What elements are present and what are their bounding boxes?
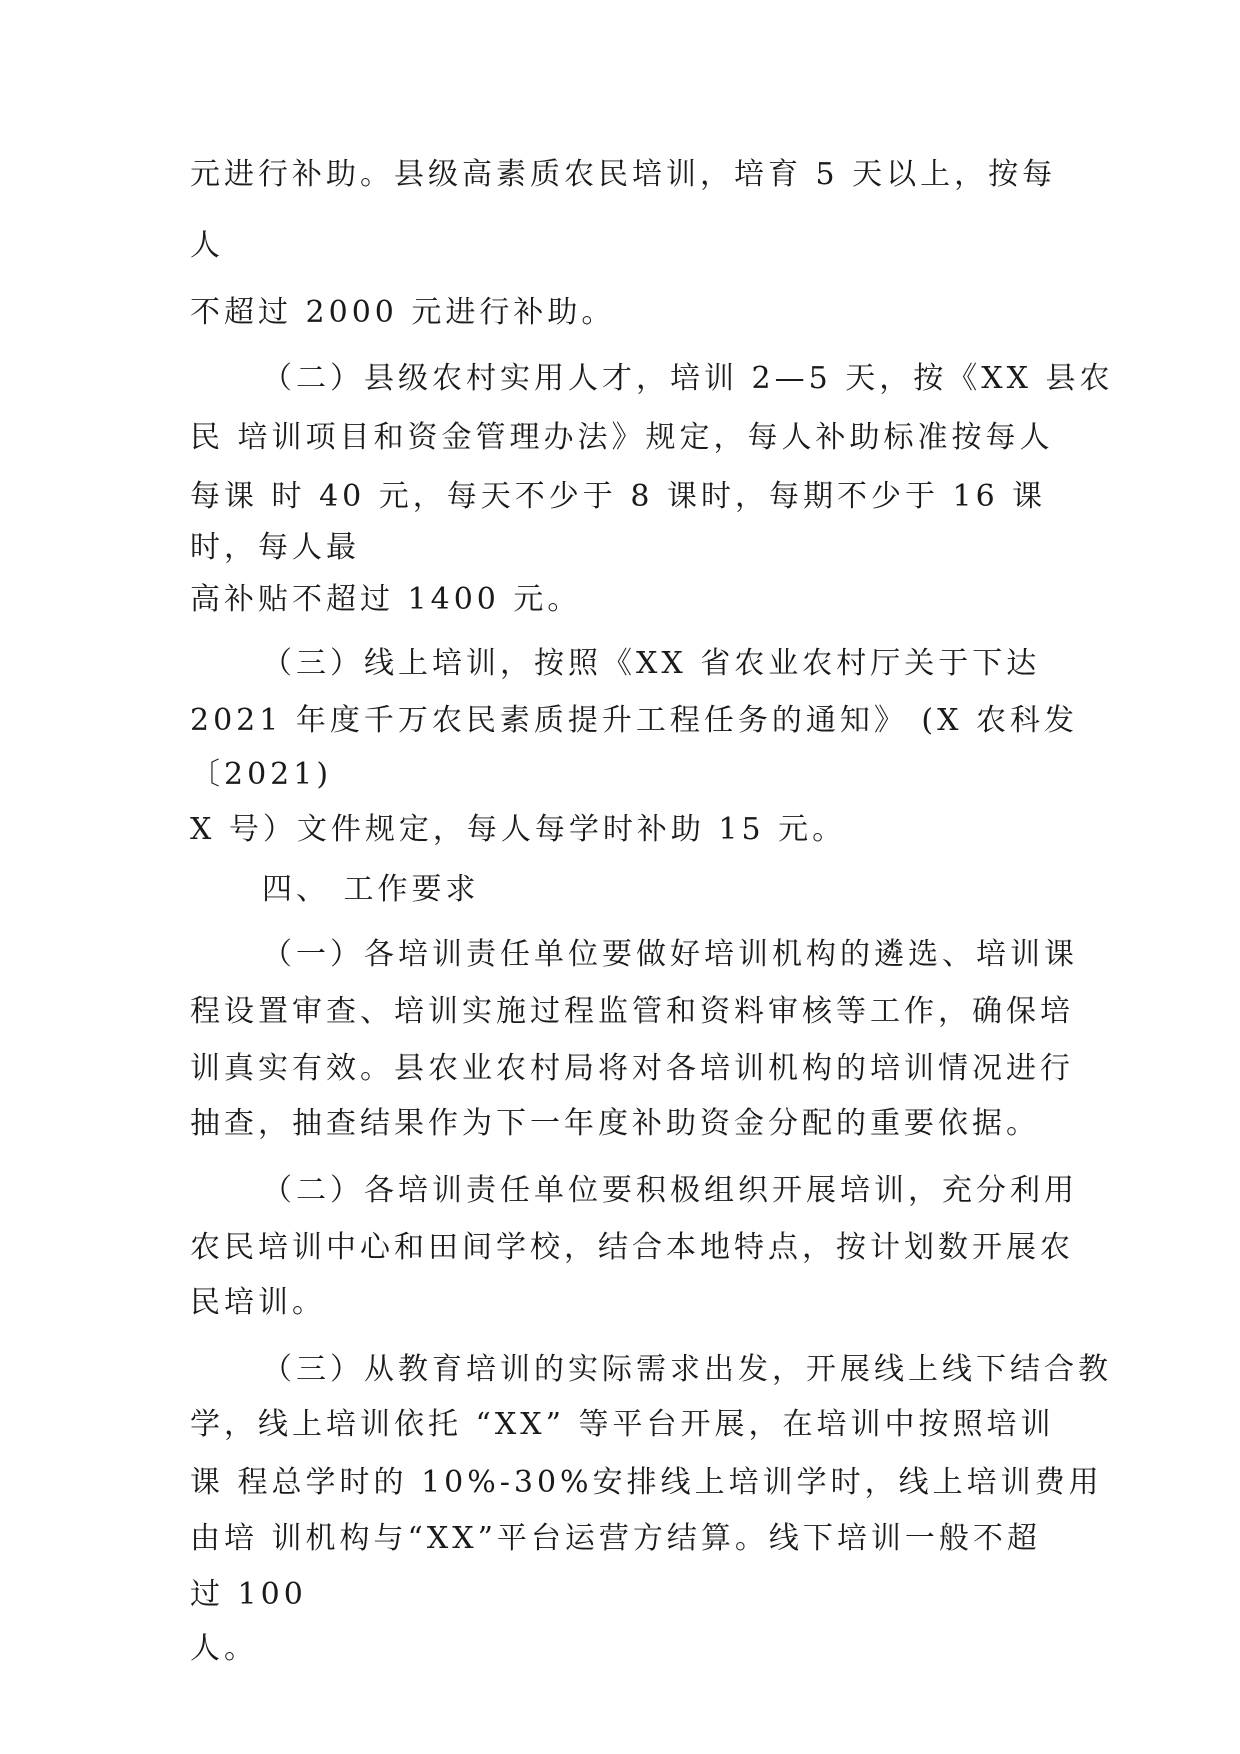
text-line: 每课 时 40 元，每天不少于 8 课时，每期不少于 16 课 xyxy=(190,479,1047,514)
text-line: 学，线上培训依托 “XX” 等平台开展，在培训中按照培训 xyxy=(190,1407,1055,1442)
text-line: X 号）文件规定，每人每学时补助 15 元。 xyxy=(190,812,847,847)
text-line: 农民培训中心和田间学校，结合本地特点，按计划数开展农 xyxy=(190,1230,1074,1265)
text-line: （二）县级农村实用人才，培训 2—5 天，按《XX 县农 xyxy=(262,361,1114,396)
section-heading: 四、 工作要求 xyxy=(262,872,480,907)
text-line: 训真实有效。县农业农村局将对各培训机构的培训情况进行 xyxy=(190,1051,1074,1086)
text-line: 课 程总学时的 10%-30%安排线上培训学时，线上培训费用 xyxy=(190,1465,1103,1500)
text-line: 时，每人最 xyxy=(190,530,360,565)
text-line: （一）各培训责任单位要做好培训机构的遴选、培训课 xyxy=(262,937,1078,972)
text-line: 元进行补助。县级高素质农民培训，培育 5 天以上，按每 xyxy=(190,157,1057,192)
text-line: 过 100 xyxy=(190,1577,307,1612)
text-line: （三）从教育培训的实际需求出发，开展线上线下结合教 xyxy=(262,1352,1112,1387)
text-line: 2021 年度千万农民素质提升工程任务的通知》 (X 农科发 xyxy=(190,703,1079,738)
text-line: 〔2021) xyxy=(190,757,333,792)
text-line: （三）线上培训，按照《XX 省农业农村厅关于下达 xyxy=(262,646,1041,681)
text-line: 人。 xyxy=(190,1631,258,1666)
text-line: 程设置审查、培训实施过程监管和资料审核等工作，确保培 xyxy=(190,994,1074,1029)
text-line: 高补贴不超过 1400 元。 xyxy=(190,582,582,617)
text-line: 人 xyxy=(190,228,224,263)
text-line: 民 培训项目和资金管理办法》规定，每人补助标准按每人 xyxy=(190,420,1054,455)
text-line: 民培训。 xyxy=(190,1285,326,1320)
text-line: 由培 训机构与“XX”平台运营方结算。线下培训一般不超 xyxy=(190,1521,1041,1556)
text-line: 抽查，抽查结果作为下一年度补助资金分配的重要依据。 xyxy=(190,1106,1040,1141)
text-line: （二）各培训责任单位要积极组织开展培训，充分利用 xyxy=(262,1173,1078,1208)
text-line: 不超过 2000 元进行补助。 xyxy=(190,295,616,330)
